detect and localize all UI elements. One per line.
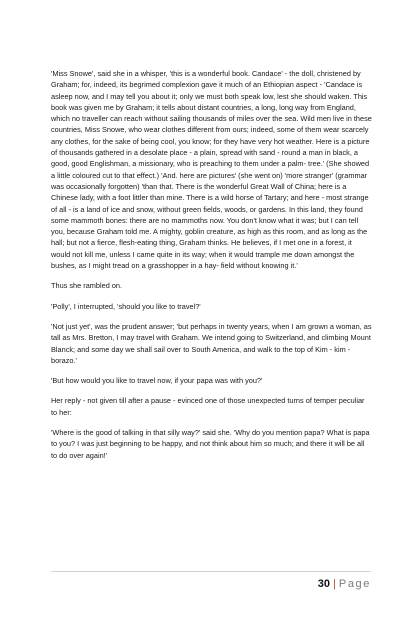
paragraph-7: 'Where is the good of talking in that silly way?' said she. 'Why do you mention papa? What is papa to you? I was just beginning to be happy, and not think about him so much; and there it will be all to do over again!' xyxy=(51,428,370,460)
paragraph-1: 'Miss Snowe', said she in a whisper, 'this is a wonderful book. Candace' - the doll, christened by Graham; for, indeed, its begrimed complexion gave it much of an Ethiopian aspect - 'Candace is asleep now, and I may tell you about it; only we must both speak low, lest she should waken. This book was given me by Graham; it tells about distant countries, a long, long way from England, which no traveller can reach without sailing thousands of miles over the sea. Wild men live in these countries, Miss Snowe, who wear clothes different from ours; indeed, some of them wear scarcely any clothes, for the sake of being cool, you know; for they have very hot weather. Here is a picture of thousands gathered in a desolate place - a plain, spread with sand - round a man in black, a good, good Englishman, a missionary, who is preaching to them under a palm- tree.' (She showed a little coloured cut to that effect.) 'And. here are pictures' (she went on) 'more stranger' (grammar was occasionally forgotten) 'than that. There is the wonderful Great Wall of China; here is a Chinese lady, with a foot littler than mine. There is a wild horse of Tartary; and here - most strange of all - is a land of ice and snow, without green fields, woods, or gardens. In this land, they found some mammoth bones: there are no mammoths now. You don't know what it was; but I can tell you, because Graham told me. A mighty, goblin creature, as high as this room, and as long as the hall; but not a fierce, flesh-eating thing, Graham thinks. He believes, if I met one in a forest, it would not kill me, unless I came quite in its way; when it would trample me down amongst the bushes, as I might tread on a grasshopper in a hay- field without knowing it.' xyxy=(51,69,372,271)
paragraph-6: Her reply - not given till after a pause - evinced one of those unexpected turns of temper peculiar to her: xyxy=(51,396,365,417)
paragraph-3: 'Polly', I interrupted, 'should you like to travel?' xyxy=(51,301,201,311)
page-body xyxy=(51,68,372,470)
paragraph-4: 'Not just yet', was the prudent answer; 'but perhaps in twenty years, when I am grown a woman, as tall as Mrs. Bretton, I may travel with Graham. We intend going to Switzerland, and climbing Mount Blanck; and some day we shall sail over to South America, and walk to the top of Kim - kim - borazo.' xyxy=(51,321,372,365)
paragraph-2: Thus she rambled on. xyxy=(51,281,123,291)
page-number: 30 xyxy=(317,578,331,590)
page-label: Page xyxy=(338,578,371,590)
footer-divider xyxy=(51,571,371,572)
page-footer xyxy=(318,577,371,591)
footer-separator: | xyxy=(333,578,336,590)
paragraph-5: 'But how would you like to travel now, if your papa was with you?' xyxy=(51,376,263,386)
